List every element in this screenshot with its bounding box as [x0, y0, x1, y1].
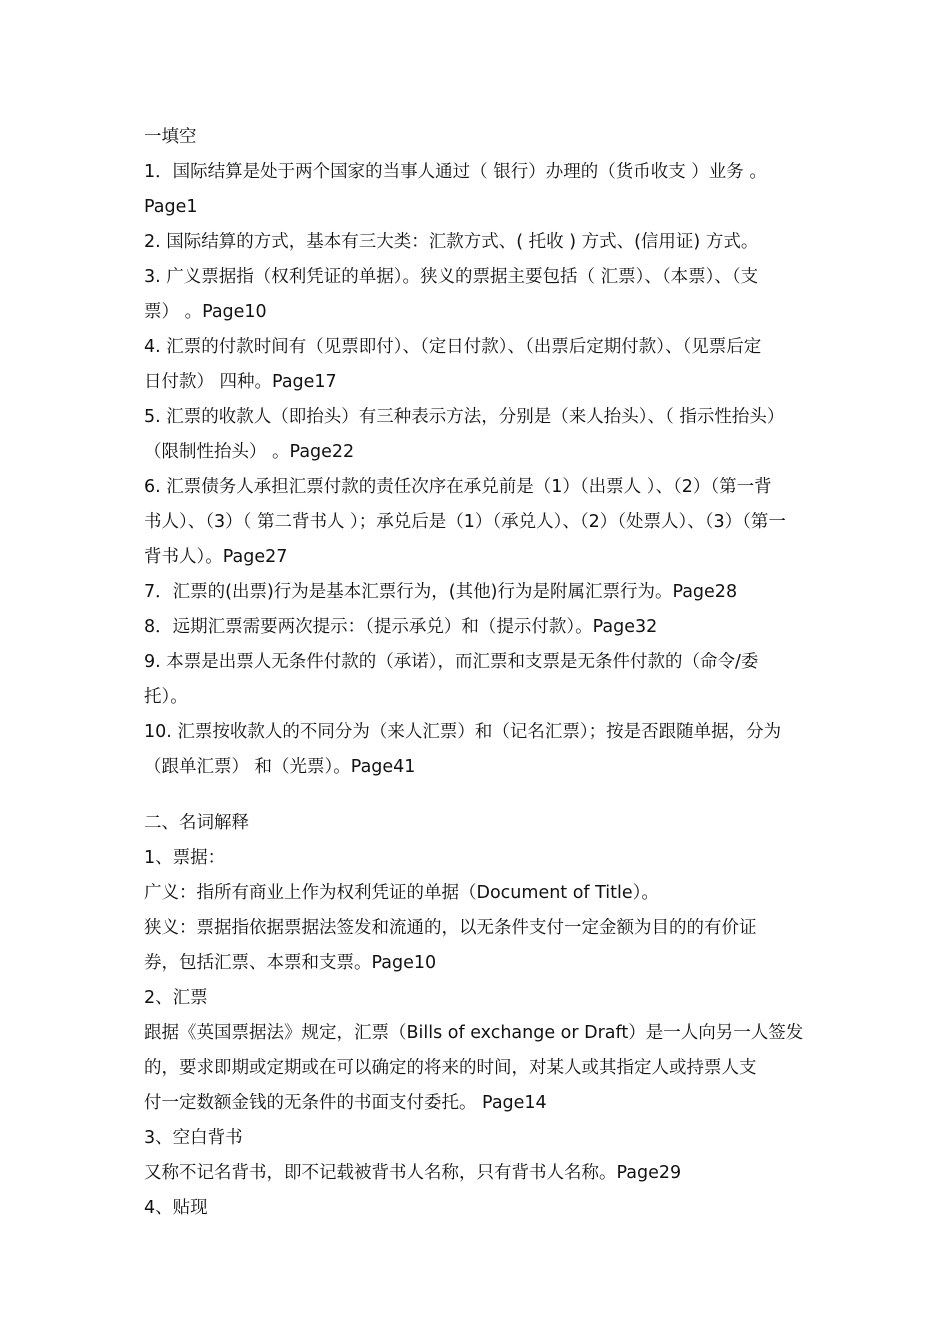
text-line: 3. 广义票据指（权利凭证的单据）。狭义的票据主要包括（ 汇票）、（本票）、（支: [144, 267, 759, 287]
text-line: 书人）、（3）（ 第二背书人 ）；承兑后是（1）（承兑人）、（2）（处票人）、（3）（第一: [144, 512, 786, 532]
text-line: Page1: [144, 197, 198, 217]
text-line: 的，要求即期或定期或在可以确定的将来的时间，对某人或其指定人或持票人支: [144, 1058, 757, 1078]
text-line: 1、票据：: [144, 848, 226, 868]
text-line: 票） 。Page10: [144, 302, 267, 322]
text-line: 券，包括汇票、本票和支票。Page10: [144, 953, 437, 973]
text-line: 6. 汇票债务人承担汇票付款的责任次序在承兑前是（1）（出票人 ）、（2）（第一背: [144, 477, 772, 497]
text-line: 2、汇票: [144, 988, 208, 1008]
text-line: （限制性抬头） 。Page22: [144, 442, 355, 462]
section-gap: [144, 785, 820, 806]
text-line: 跟据《英国票据法》规定，汇票（Bills of exchange or Draft）是一人向另一人签发: [144, 1023, 804, 1043]
document-page: [144, 120, 820, 1226]
text-line: 4、贴现: [144, 1198, 208, 1218]
text-line: 托）。: [144, 687, 188, 707]
text-line: 5. 汇票的收款人（即抬头）有三种表示方法，分别是（来人抬头）、（ 指示性抬头）: [144, 407, 785, 427]
text-line: 广义：指所有商业上作为权利凭证的单据（Document of Title）。: [144, 883, 659, 903]
text-line: 4. 汇票的付款时间有（见票即付）、（定日付款）、（出票后定期付款）、（见票后定: [144, 337, 762, 357]
text-line: 7．汇票的(出票)行为是基本汇票行为，(其他)行为是附属汇票行为。Page28: [144, 582, 738, 602]
text-line: 9. 本票是出票人无条件付款的（承诺），而汇票和支票是无条件付款的（命令/委: [144, 652, 759, 672]
text-line: 背书人）。Page27: [144, 547, 288, 567]
text-line: 日付款） 四种。Page17: [144, 372, 337, 392]
text-line: 3、空白背书: [144, 1128, 243, 1148]
text-line: 8．远期汇票需要两次提示：（提示承兑）和（提示付款）。Page32: [144, 617, 658, 637]
text-line: 1．国际结算是处于两个国家的当事人通过（ 银行）办理的（货币收支 ）业务 。: [144, 162, 767, 182]
section-heading-term-definitions: 二、名词解释: [144, 813, 249, 833]
section-heading-fill-in-blanks: 一填空: [144, 127, 197, 147]
text-line: 付一定数额金钱的无条件的书面支付委托。 Page14: [144, 1093, 547, 1113]
text-line: 狭义：票据指依据票据法签发和流通的，以无条件支付一定金额为目的的有价证: [144, 918, 757, 938]
text-line: （跟单汇票） 和（光票）。Page41: [144, 757, 416, 777]
text-line: 10. 汇票按收款人的不同分为（来人汇票）和（记名汇票）；按是否跟随单据，分为: [144, 722, 782, 742]
text-line: 又称不记名背书，即不记载被背书人名称，只有背书人名称。Page29: [144, 1163, 682, 1183]
text-line: 2. 国际结算的方式，基本有三大类：汇款方式、( 托收 ) 方式、(信用证) 方式。: [144, 232, 759, 252]
